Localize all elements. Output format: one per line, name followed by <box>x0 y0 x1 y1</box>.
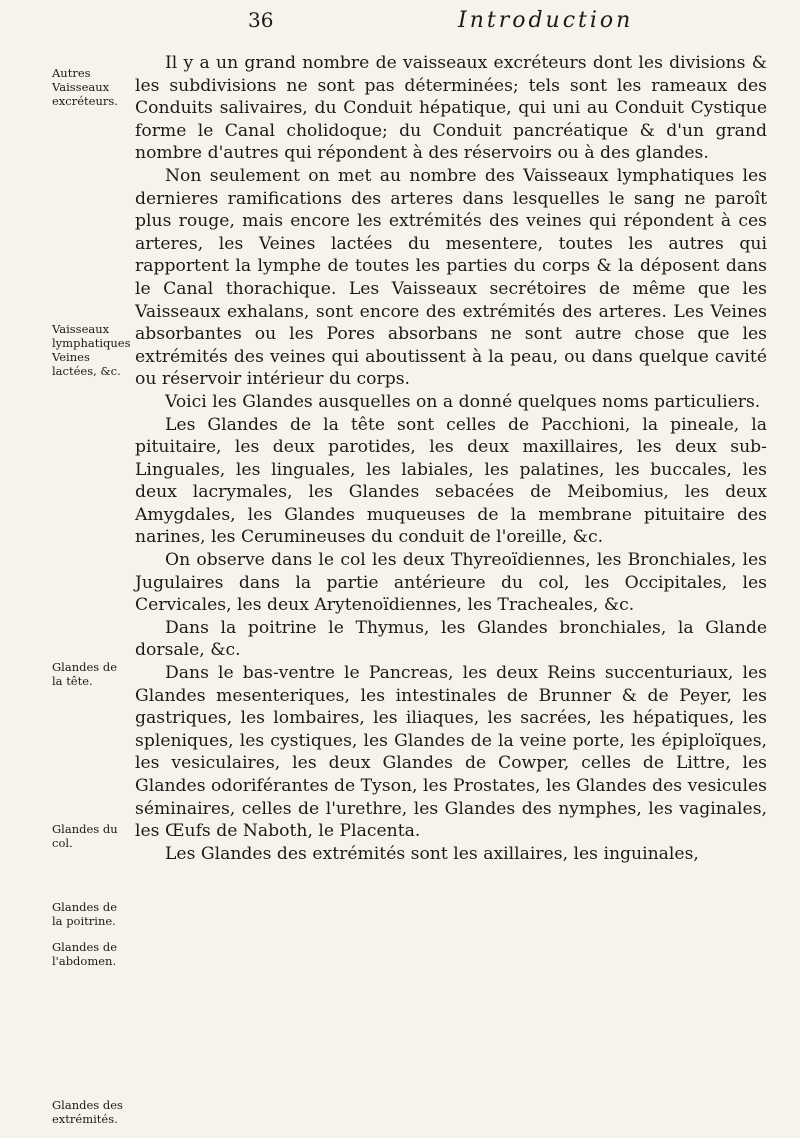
margin-note: Glandes du col. <box>52 822 118 850</box>
main-text <box>135 52 767 865</box>
page-number: 36 <box>248 8 274 32</box>
paragraph: Les Glandes de la tête sont celles de Pacchioni, la pineale, la pituitaire, les deux parotides, les deux maxillaires, les deux sub-Linguales, les linguales, les labiales, les palatines, les buccales, les deux lacrymales, les Glandes sebacées de Meibomius, les deux Amygdales, les Glandes muqueuses de la membrane pituitaire des narines, les Cerumineuses du conduit de l'oreille, &c. <box>135 414 767 548</box>
margin-note: Vaisseaux lymphatiques Veines lactées, &c. <box>52 322 131 378</box>
paragraph: Les Glandes des extrémités sont les axillaires, les inguinales, <box>165 843 699 864</box>
paragraph: Dans le bas-ventre le Pancreas, les deux Reins succenturiaux, les Glandes mesenteriques, les intestinales de Brunner & de Peyer, les gastriques, les lombaires, les iliaques, les sacrées, les hépatiques, les spleniques, les cystiques, les Glandes de la veine porte, les épiploïques, les vesiculaires, les deux Glandes de Cowper, celles de Littre, les Glandes odoriférantes de Tyson, les Prostates, les Glandes des vesicules séminaires, celles de l'urethre, les Glandes des nymphes, les vaginales, les Œufs de Naboth, le Placenta. <box>135 663 767 842</box>
margin-note: Glandes des extrémités. <box>52 1098 123 1126</box>
margin-note: Glandes de la tête. <box>52 660 118 688</box>
paragraph: Non seulement on met au nombre des Vaisseaux lymphatiques les dernieres ramifications des arteres dans lesquelles le sang ne paroît plus rouge, mais encore les extrémités des veines qui répondent à ces arteres, les Veines lactées du mesentere, toutes les autres qui rapportent la lymphe de toutes les parties du corps & la déposent dans le Canal thorachique. Les Vaisseaux secrétoires de même que les Vaisseaux exhalans, sont encore des extrémités des arteres. Les Veines absorbantes ou les Pores absorbans ne sont autre chose que les extrémités des veines qui aboutissent à la peau, ou dans quelque cavité ou réservoir intérieur du corps. <box>135 165 767 390</box>
margin-note: Autres Vaisseaux excréteurs. <box>52 66 118 108</box>
page-header <box>248 8 760 42</box>
paragraph: Voici les Glandes ausquelles on a donné quelques noms particuliers. <box>165 391 761 412</box>
paragraph: Il y a un grand nombre de vaisseaux excréteurs dont les divisions & les subdivisions ne sont pas déterminées; tels sont les rameaux des Conduits salivaires, du Conduit hépatique, qui uni au Conduit Cystique forme le Canal cholidoque; du Conduit pancréatique & d'un grand nombre d'autres qui répondent à des réservoirs ou à des glandes. <box>135 53 767 164</box>
margin-note: Glandes de l'abdomen. <box>52 940 118 968</box>
margin-note: Glandes de la poitrine. <box>52 900 118 928</box>
running-title: Introduction <box>458 8 634 33</box>
paragraph: On observe dans le col les deux Thyreoïdiennes, les Bronchiales, les Jugulaires dans la partie antérieure du col, les Occipitales, les Cervicales, les deux Arytenoïdiennes, les Tracheales, &c. <box>135 550 767 616</box>
paragraph: Dans la poitrine le Thymus, les Glandes bronchiales, la Glande dorsale, &c. <box>135 617 767 661</box>
